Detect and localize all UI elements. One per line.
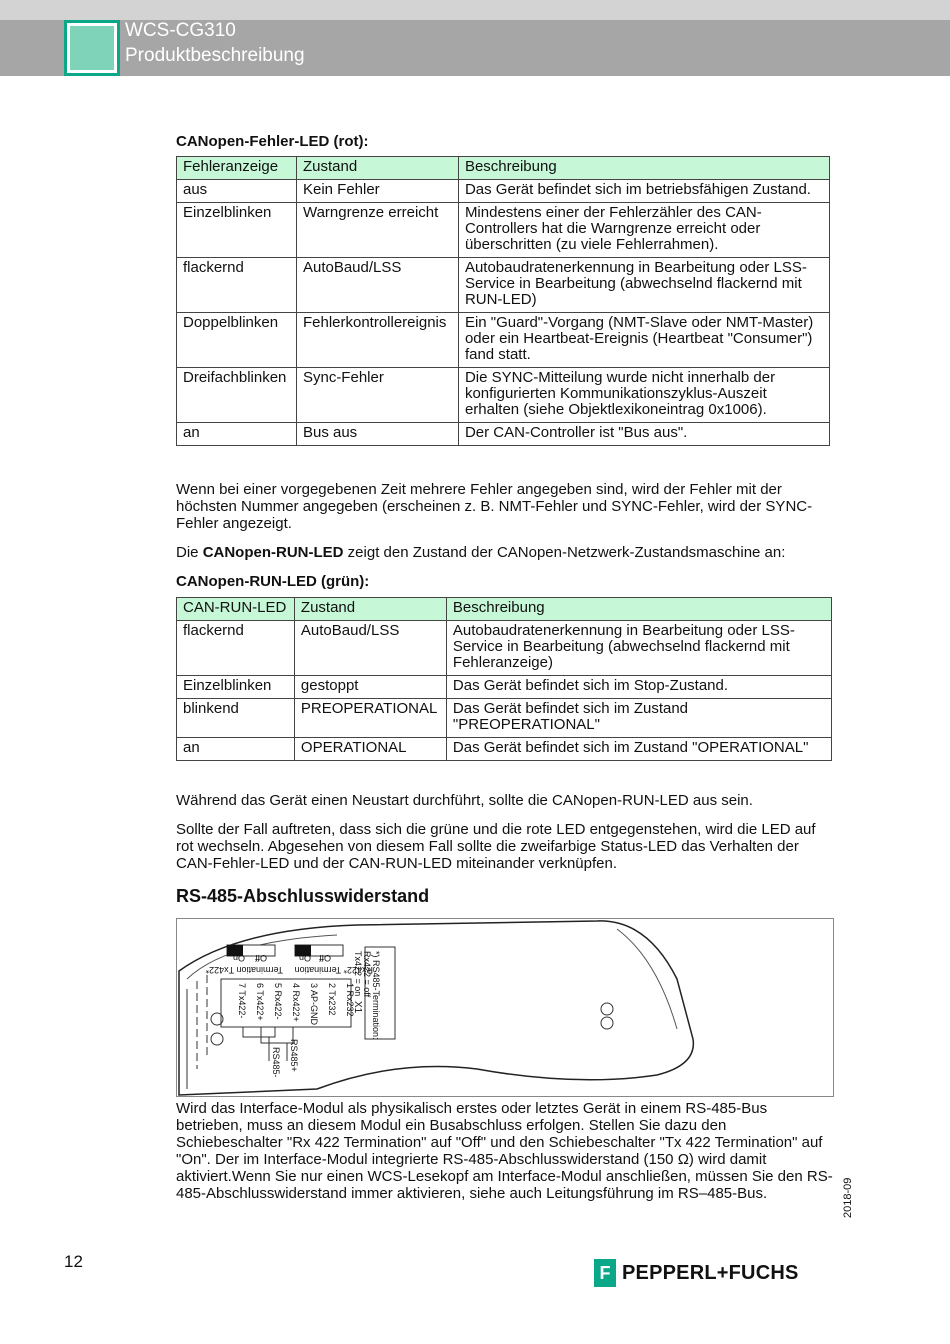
pin-1: 1 Rx232 (345, 983, 355, 1017)
brand-name: PEPPERL+FUCHS (622, 1261, 799, 1284)
header-title: WCS-CG310 (125, 20, 236, 41)
column-header: Zustand (296, 157, 458, 180)
top-band (0, 0, 950, 20)
table-cell: Autobaudratenerkennung in Bearbeitung oder LSS-Service in Bearbeitung (abwechselnd flackernd mit RUN-LED) (458, 258, 829, 313)
termination-diagram (176, 918, 834, 1097)
rs485-minus-label: RS485- (271, 1047, 281, 1078)
table-header-row (177, 598, 832, 621)
table-cell: Fehlerkontrollereignis (296, 313, 458, 368)
para2-post: zeigt den Zustand der CANopen-Netzwerk-Zustandsmaschine an: (343, 544, 786, 561)
table-row (177, 699, 832, 738)
tx-switch-off: Off (319, 953, 331, 963)
para2-bold: CANopen-RUN-LED (202, 544, 344, 561)
table-cell: gestoppt (294, 676, 446, 699)
table-cell: an (177, 423, 297, 446)
column-header: CAN-RUN-LED (177, 598, 295, 621)
table-cell: Der CAN-Controller ist "Bus aus". (458, 423, 829, 446)
table-cell: Das Gerät befindet sich im betriebsfähigen Zustand. (458, 180, 829, 203)
run-led-table (176, 597, 832, 761)
table-cell: Bus aus (296, 423, 458, 446)
table-cell: PREOPERATIONAL (294, 699, 446, 738)
section2-label: CANopen-RUN-LED (grün): (176, 573, 370, 590)
table-row (177, 180, 830, 203)
table-cell: Kein Fehler (296, 180, 458, 203)
termination-diagram-svg (177, 919, 833, 1096)
table-cell: flackernd (177, 621, 295, 676)
brand-logo (594, 1258, 799, 1288)
brand-mark-icon: F (594, 1259, 616, 1287)
column-header: Beschreibung (458, 157, 829, 180)
table-cell: Dreifachblinken (177, 368, 297, 423)
table-cell: Das Gerät befindet sich im Zustand "OPERATIONAL" (446, 738, 831, 761)
table-cell: AutoBaud/LSS (294, 621, 446, 676)
mount-hole (211, 1033, 223, 1045)
housing-inner-line-right (617, 929, 677, 1029)
table-cell: Mindestens einer der Fehlerzähler des CAN-Controllers hat die Warngrenze erreicht oder überschritten (zu viele Fehlerrahmen). (458, 203, 829, 258)
mount-hole (601, 1017, 613, 1029)
paragraph-termination: Wird das Interface-Modul als physikalisch erstes oder letztes Gerät in einem RS-485-Bus betrieben, muss an diesem Modul ein Busabschluss erfolgen. Stellen Sie dazu den Schiebeschalter "Rx 422 Termination" auf "Off" und den Schiebeschalter "Tx 422 Termination" auf "On". Der im Interface-Modul integrierte RS-485-Abschlusswiderstand (150 Ω) wird damit aktiviert.Wenn Sie nur einen WCS-Lesekopf am Interface-Modul anschließen, müssen Sie den RS-485-Abschlusswiderstand immer aktivieren, siehe auch Leitungsführung im RS–485-Bus. (176, 1100, 833, 1202)
table-row (177, 738, 832, 761)
section1-label: CANopen-Fehler-LED (rot): (176, 133, 369, 150)
table-cell: Autobaudratenerkennung in Bearbeitung oder LSS-Service in Bearbeitung (abwechselnd flackernd mit Fehleranzeige) (446, 621, 831, 676)
pin-5: 5 Rx422- (273, 983, 283, 1020)
tx-switch-on: On (298, 953, 311, 963)
table-cell: an (177, 738, 295, 761)
paragraph-restart: Während das Gerät einen Neustart durchführt, sollte die CANopen-RUN-LED aus sein. (176, 792, 753, 809)
table-row (177, 203, 830, 258)
note-line-1: *) RS485-Termination: (371, 951, 381, 1040)
mount-hole (601, 1003, 613, 1015)
table-row (177, 258, 830, 313)
table-cell: AutoBaud/LSS (296, 258, 458, 313)
table-row (177, 368, 830, 423)
table-cell: Einzelblinken (177, 676, 295, 699)
table-cell: blinkend (177, 699, 295, 738)
document-date: 2018-09 (842, 1177, 854, 1218)
table-cell: Das Gerät befindet sich im Zustand "PREOPERATIONAL" (446, 699, 831, 738)
note-line-3: Tx422 = on (353, 951, 363, 997)
paragraph-run-led-intro (176, 544, 836, 561)
paragraph-multiple-errors: Wenn bei einer vorgegebenen Zeit mehrere Fehler angegeben sind, wird der Fehler mit der höchsten Nummer angegeben (erscheinen z. B. NMT-Fehler und SYNC-Fehler, wird der SYNC-Fehler angezeigt. (176, 481, 813, 532)
table-row (177, 423, 830, 446)
note-line-2: Rx422 = off (362, 951, 372, 998)
rx-switch-off: Off (255, 953, 267, 963)
table-cell: OPERATIONAL (294, 738, 446, 761)
pin-3: 3 AP-GND (309, 983, 319, 1026)
table-row (177, 313, 830, 368)
table-cell: flackernd (177, 258, 297, 313)
rx-termination-label: Rx422* Termination (294, 965, 373, 975)
page-number: 12 (64, 1252, 83, 1271)
rs485-plus-label: RS485+ (289, 1039, 299, 1072)
paragraph-led-conflict: Sollte der Fall auftreten, dass sich die grüne und die rote LED entgegenstehen, wird die LED auf rot wechseln. Abgesehen von diesem Fall sollte die zweifarbige Status-LED das Verhalten der CAN-Fehler-LED und der CAN-RUN-LED miteinander verknüpfen. (176, 821, 816, 872)
wire-rs485-plus (261, 1027, 293, 1043)
header-logo-square (64, 20, 120, 76)
column-header: Beschreibung (446, 598, 831, 621)
error-led-table (176, 156, 830, 446)
table-cell: Sync-Fehler (296, 368, 458, 423)
table-cell: aus (177, 180, 297, 203)
table-cell: Das Gerät befindet sich im Stop-Zustand. (446, 676, 831, 699)
table-row (177, 676, 832, 699)
connector-label: X1 (352, 1001, 363, 1014)
pin-7: 7 Tx422- (237, 983, 247, 1019)
table-cell: Warngrenze erreicht (296, 203, 458, 258)
wire-rs485-minus (243, 1027, 275, 1037)
section-heading: RS-485-Abschlusswiderstand (176, 886, 430, 906)
table-cell: Doppelblinken (177, 313, 297, 368)
pin-4: 4 Rx422+ (291, 983, 301, 1022)
pin-6: 6 Tx422+ (255, 983, 265, 1021)
rx-switch-on: On (232, 953, 245, 963)
table-header-row (177, 157, 830, 180)
column-header: Zustand (294, 598, 446, 621)
column-header: Fehleranzeige (177, 157, 297, 180)
table-cell: Ein "Guard"-Vorgang (NMT-Slave oder NMT-Master) oder ein Heartbeat-Ereignis (Heartbeat "Consumer") fand statt. (458, 313, 829, 368)
header-subtitle: Produktbeschreibung (125, 45, 305, 66)
para2-pre: Die (176, 544, 203, 561)
table-row (177, 621, 832, 676)
tx-termination-label: Termination Tx422* (205, 965, 283, 975)
table-cell: Einzelblinken (177, 203, 297, 258)
table-cell: Die SYNC-Mitteilung wurde nicht innerhalb der konfigurierten Kommunikationszyklus-Auszeit erhalten (siehe Objektlexikoneintrag 0x1006). (458, 368, 829, 423)
pin-2: 2 Tx232 (327, 983, 337, 1016)
